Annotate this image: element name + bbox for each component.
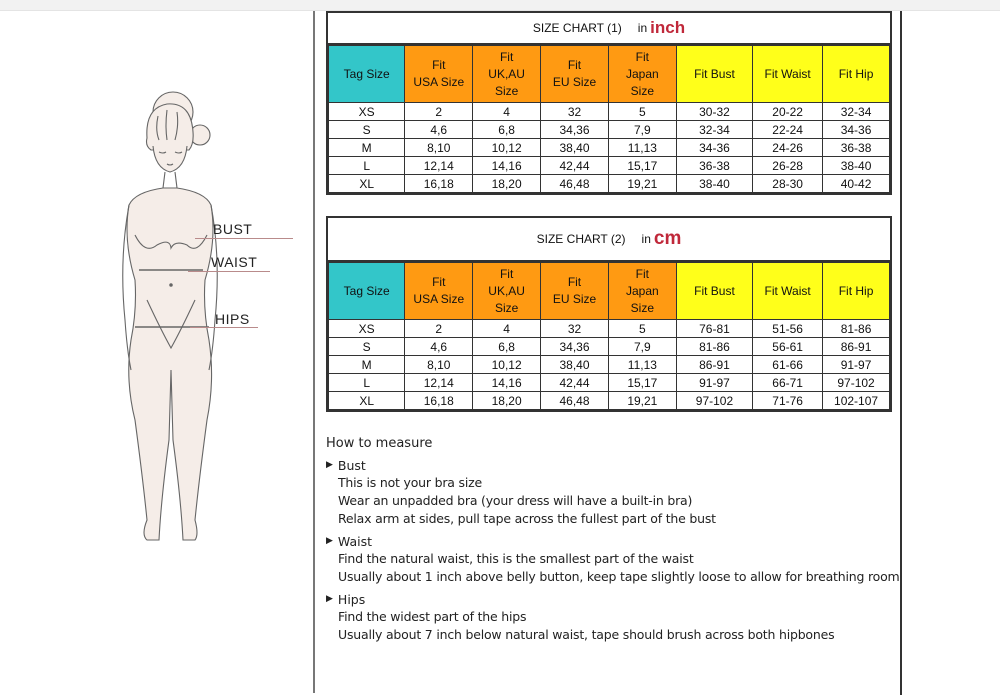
measure-section-hips xyxy=(326,591,906,644)
table-row: XL 16,18 18,20 46,48 19,21 97-102 71-76 102-107 xyxy=(329,392,890,410)
size-table-inch xyxy=(328,45,890,193)
chart-title xyxy=(328,13,890,45)
instruction-line: Find the natural waist, this is the smallest part of the waist xyxy=(338,551,694,566)
instruction-line: Wear an unpadded bra (your dress will have a built-in bra) xyxy=(338,493,693,508)
table-row: M 8,10 10,12 38,40 11,13 34-36 24-26 36-38 xyxy=(329,139,890,157)
header-usa-size: Fit USA Size xyxy=(405,46,473,103)
triangle-bullet-icon: ▶ xyxy=(326,594,333,604)
unit-label: inch xyxy=(650,18,686,37)
unit-prefix: in xyxy=(637,21,648,35)
divider-left xyxy=(313,11,315,693)
instruction-line: Find the widest part of the hips xyxy=(338,609,527,624)
bust-line xyxy=(195,238,293,239)
hips-line xyxy=(190,327,258,328)
instruction-line: Usually about 7 inch below natural waist, tape should brush across both hipbones xyxy=(338,627,835,642)
section-name: Hips xyxy=(337,592,366,607)
header-fit-bust: Fit Bust xyxy=(676,263,752,320)
header-fit-hip: Fit Hip xyxy=(823,263,890,320)
header-ukau-size: Fit UK,AU Size xyxy=(473,46,541,103)
header-fit-waist: Fit Waist xyxy=(753,263,823,320)
instruction-line: Relax arm at sides, pull tape across the fullest part of the bust xyxy=(338,511,716,526)
chart-title-text: SIZE CHART (2) xyxy=(536,232,626,246)
measure-section-bust xyxy=(326,457,906,528)
size-table-cm xyxy=(328,262,890,410)
measure-section-waist xyxy=(326,533,906,586)
table-row: S 4,6 6,8 34,36 7,9 81-86 56-61 86-91 xyxy=(329,338,890,356)
waist-line xyxy=(188,271,270,272)
header-fit-bust: Fit Bust xyxy=(676,46,752,103)
how-to-measure-section xyxy=(326,436,906,649)
chart-title-text: SIZE CHART (1) xyxy=(532,21,622,35)
how-to-measure-title: How to measure xyxy=(326,436,433,451)
table-row: XS 2 4 32 5 76-81 51-56 81-86 xyxy=(329,320,890,338)
table-row: S 4,6 6,8 34,36 7,9 32-34 22-24 34-36 xyxy=(329,121,890,139)
hips-label: HIPS xyxy=(215,311,250,327)
unit-label: cm xyxy=(653,228,682,249)
table-row: XL 16,18 18,20 46,48 19,21 38-40 28-30 40-42 xyxy=(329,175,890,193)
table-header-row xyxy=(329,46,890,103)
table-row: XS 2 4 32 5 30-32 20-22 32-34 xyxy=(329,103,890,121)
waist-label: WAIST xyxy=(211,254,258,270)
section-name: Bust xyxy=(337,458,366,473)
unit-prefix: in xyxy=(641,232,651,246)
header-tag-size: Tag Size xyxy=(329,46,405,103)
table-row: L 12,14 14,16 42,44 15,17 91-97 66-71 97-102 xyxy=(329,374,890,392)
table-row: L 12,14 14,16 42,44 15,17 36-38 26-28 38-40 xyxy=(329,157,890,175)
body-figure-illustration xyxy=(95,80,310,580)
table-row: M 8,10 10,12 38,40 11,13 86-91 61-66 91-97 xyxy=(329,356,890,374)
table-header-row xyxy=(329,263,890,320)
size-chart-cm xyxy=(326,216,892,412)
header-japan-size: Fit Japan Size xyxy=(608,263,676,320)
header-ukau-size: Fit UK,AU Size xyxy=(473,263,541,320)
header-fit-waist: Fit Waist xyxy=(753,46,823,103)
top-bar xyxy=(0,0,1000,11)
triangle-bullet-icon: ▶ xyxy=(326,460,333,470)
bust-label: BUST xyxy=(213,221,253,237)
header-japan-size: Fit Japan Size xyxy=(608,46,676,103)
header-usa-size: Fit USA Size xyxy=(405,263,473,320)
header-eu-size: Fit EU Size xyxy=(541,46,609,103)
triangle-bullet-icon: ▶ xyxy=(326,536,333,546)
woman-figure-icon xyxy=(95,80,310,580)
size-chart-inch xyxy=(326,11,892,195)
instruction-line: Usually about 1 inch above belly button, keep tape slightly loose to allow for breathing room xyxy=(338,569,900,584)
header-eu-size: Fit EU Size xyxy=(541,263,609,320)
chart-title xyxy=(328,218,890,262)
section-name: Waist xyxy=(337,534,373,549)
instruction-line: This is not your bra size xyxy=(338,475,482,490)
header-tag-size: Tag Size xyxy=(329,263,405,320)
header-fit-hip: Fit Hip xyxy=(823,46,890,103)
